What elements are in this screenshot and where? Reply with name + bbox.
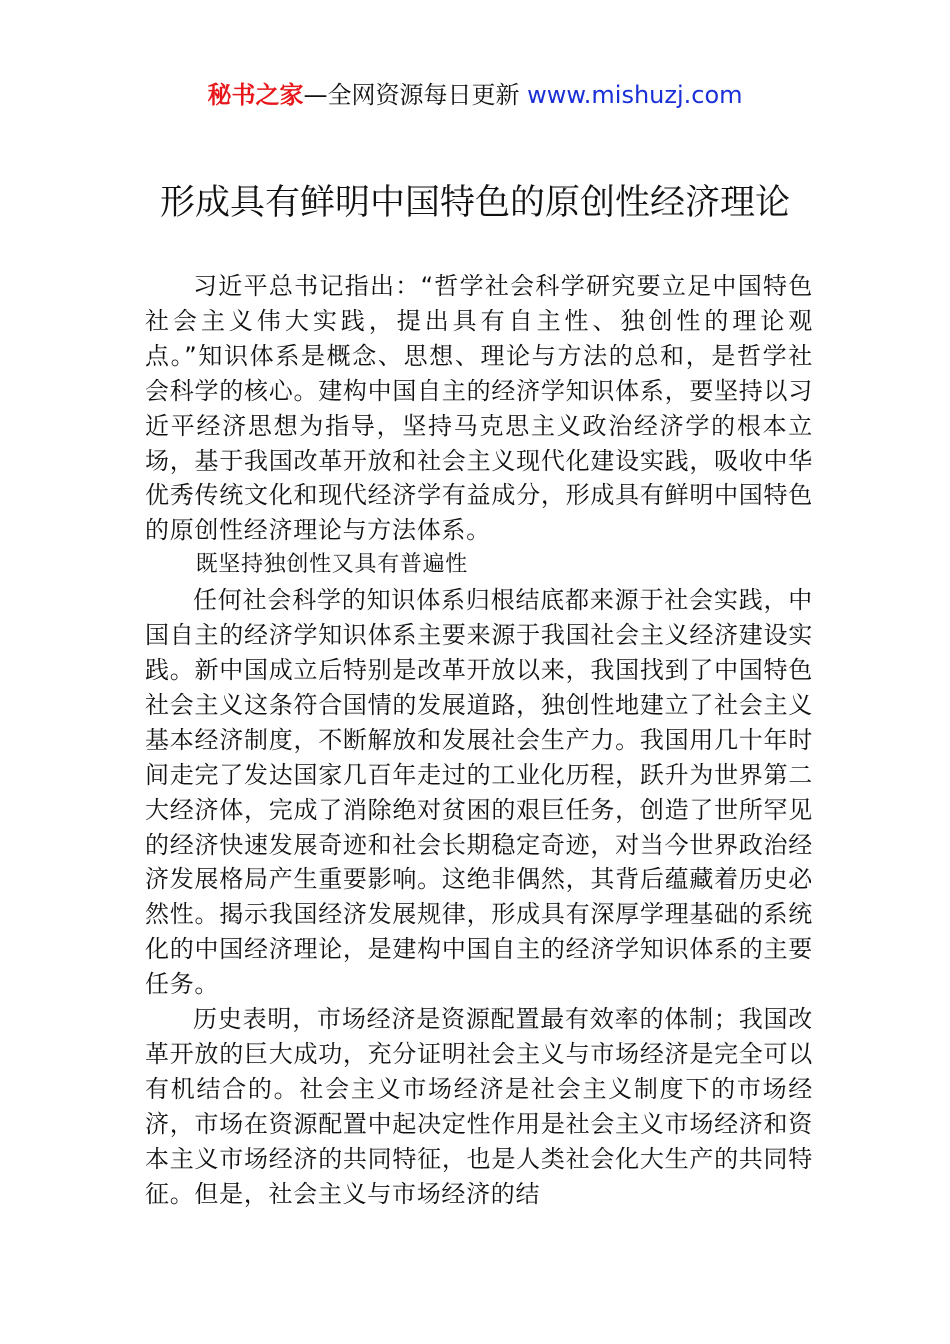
body-paragraph: 习近平总书记指出：“哲学社会科学研究要立足中国特色社会主义伟大实践，提出具有自主性、独创性的理论观点。”知识体系是概念、思想、理论与方法的总和，是哲学社会科学的核心。建构中国自主的经济学知识体系，要坚持以习近平经济思想为指导，坚持马克思主义政治经济学的根本立场，基于我国改革开放和社会主义现代化建设实践，吸收中华优秀传统文化和现代经济学有益成分，形成具有鲜明中国特色的原创性经济理论与方法体系。 <box>145 272 813 545</box>
body-paragraph: 任何社会科学的知识体系归根结底都来源于社会实践，中国自主的经济学知识体系主要来源于我国社会主义经济建设实践。新中国成立后特别是改革开放以来，我国找到了中国特色社会主义这条符合国情的发展道路，独创性地建立了社会主义基本经济制度，不断解放和发展社会生产力。我国用几十年时间走完了发达国家几百年走过的工业化历程，跃升为世界第二大经济体，完成了消除绝对贫困的艰巨任务，创造了世所罕见的经济快速发展奇迹和社会长期稳定奇迹，对当今世界政治经济发展格局产生重要影响。这绝非偶然，其背后蕴藏着历史必然性。揭示我国经济发展规律，形成具有深厚学理基础的系统化的中国经济理论，是建构中国自主的经济学知识体系的主要任务。 <box>145 586 813 999</box>
header-tagline: —全网资源每日更新 <box>303 81 520 109</box>
site-header <box>0 78 950 112</box>
section-subheading: 既坚持独创性又具有普遍性 <box>195 552 468 578</box>
document-body <box>145 269 813 1211</box>
brand-name: 秘书之家 <box>207 81 304 109</box>
body-paragraph: 历史表明，市场经济是资源配置最有效率的体制；我国改革开放的巨大成功，充分证明社会主义与市场经济是完全可以有机结合的。社会主义市场经济是社会主义制度下的市场经济，市场在资源配置中起决定性作用是社会主义市场经济和资本主义市场经济的共同特征，也是人类社会化大生产的共同特征。但是，社会主义与市场经济的结 <box>145 1005 813 1208</box>
site-url-link[interactable]: www.mishuzj.com <box>527 81 743 109</box>
document-title: 形成具有鲜明中国特色的原创性经济理论 <box>159 183 790 223</box>
